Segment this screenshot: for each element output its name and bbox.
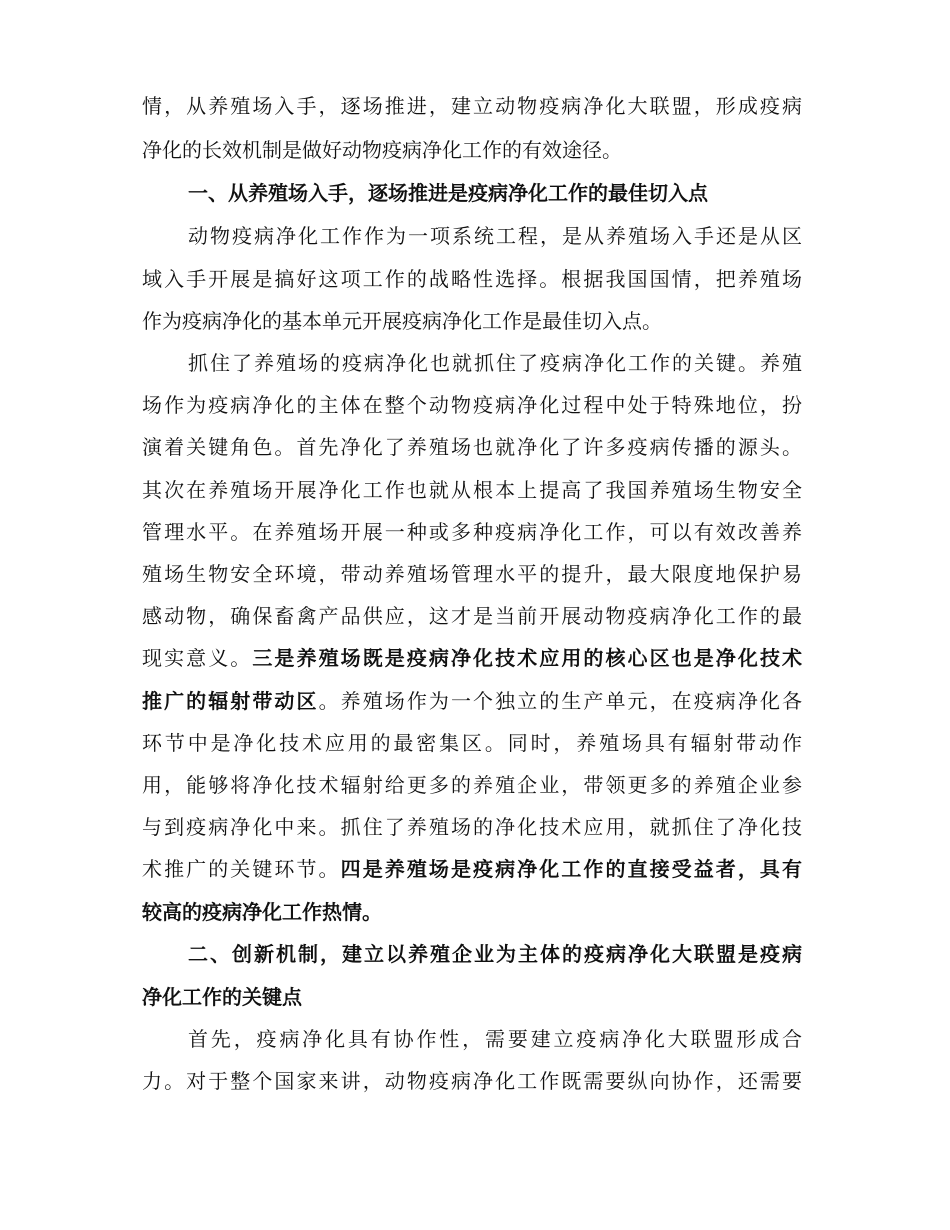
text-line-bold [142,896,802,928]
text-line: 力。对于整个国家来讲，动物疫病净化工作既需要纵向协作，还需要 [142,1069,802,1093]
line-normal-segment: 术推广的关键环节。 [142,857,341,881]
section-heading-2-continued: 净化工作的关键点 [142,985,302,1009]
text-line-mixed [142,685,802,717]
text-line: 域入手开展是搞好这项工作的战略性选择。根据我国国情，把养殖场 [142,267,802,291]
line-normal-segment: 。养殖场作为一个独立的生产单元，在疫病净化各 [318,689,803,713]
text-line: 情，从养殖场入手，逐场推进，建立动物疫病净化大联盟，形成疫病 [142,94,802,118]
text-line: 首先，疫病净化具有协作性，需要建立疫病净化大联盟形成合 [188,1027,802,1051]
section-heading-1: 一、从养殖场入手，逐场推进是疫病净化工作的最佳切入点 [188,181,708,205]
text-line: 殖场生物安全环境，带动养殖场管理水平的提升，最大限度地保护易 [142,562,802,586]
text-line: 环节中是净化技术应用的最密集区。同时，养殖场具有辐射带动作 [142,731,802,755]
line-bold-segment: 四是养殖场是疫病净化工作的直接受益者，具有 [340,857,803,881]
text-line: 演着关键角色。首先净化了养殖场也就净化了许多疫病传播的源头。 [142,435,802,459]
line-bold-segment: 推广的辐射带动区 [142,689,319,713]
line-normal-segment: 现实意义。 [142,646,253,670]
line-bold-segment: 较高的疫病净化工作热情。 [142,900,382,924]
text-line: 其次在养殖场开展净化工作也就从根本上提高了我国养殖场生物安全 [142,478,802,502]
text-line: 管理水平。在养殖场开展一种或多种疫病净化工作，可以有效改善养 [142,520,802,544]
text-line: 净化的长效机制是做好动物疫病净化工作的有效途径。 [142,138,622,162]
text-line: 用，能够将净化技术辐射给更多的养殖企业，带领更多的养殖企业参 [142,773,802,797]
text-line-mixed [142,642,802,674]
line-bold-segment: 三是养殖场既是疫病净化技术应用的核心区也是净化技术 [252,646,803,670]
text-line: 场作为疫病净化的主体在整个动物疫病净化过程中处于特殊地位，扮 [142,393,802,417]
text-line: 作为疫病净化的基本单元开展疫病净化工作是最佳切入点。 [142,309,662,333]
text-line: 与到疫病净化中来。抓住了养殖场的净化技术应用，就抓住了净化技 [142,815,802,839]
text-line: 抓住了养殖场的疫病净化也就抓住了疫病净化工作的关键。养殖 [188,351,802,375]
section-heading-2: 二、创新机制，建立以养殖企业为主体的疫病净化大联盟是疫病 [188,942,802,966]
text-line: 动物疫病净化工作作为一项系统工程，是从养殖场入手还是从区 [188,224,802,248]
text-line: 感动物，确保畜禽产品供应，这才是当前开展动物疫病净化工作的最 [142,604,802,628]
text-line-mixed [142,853,802,885]
